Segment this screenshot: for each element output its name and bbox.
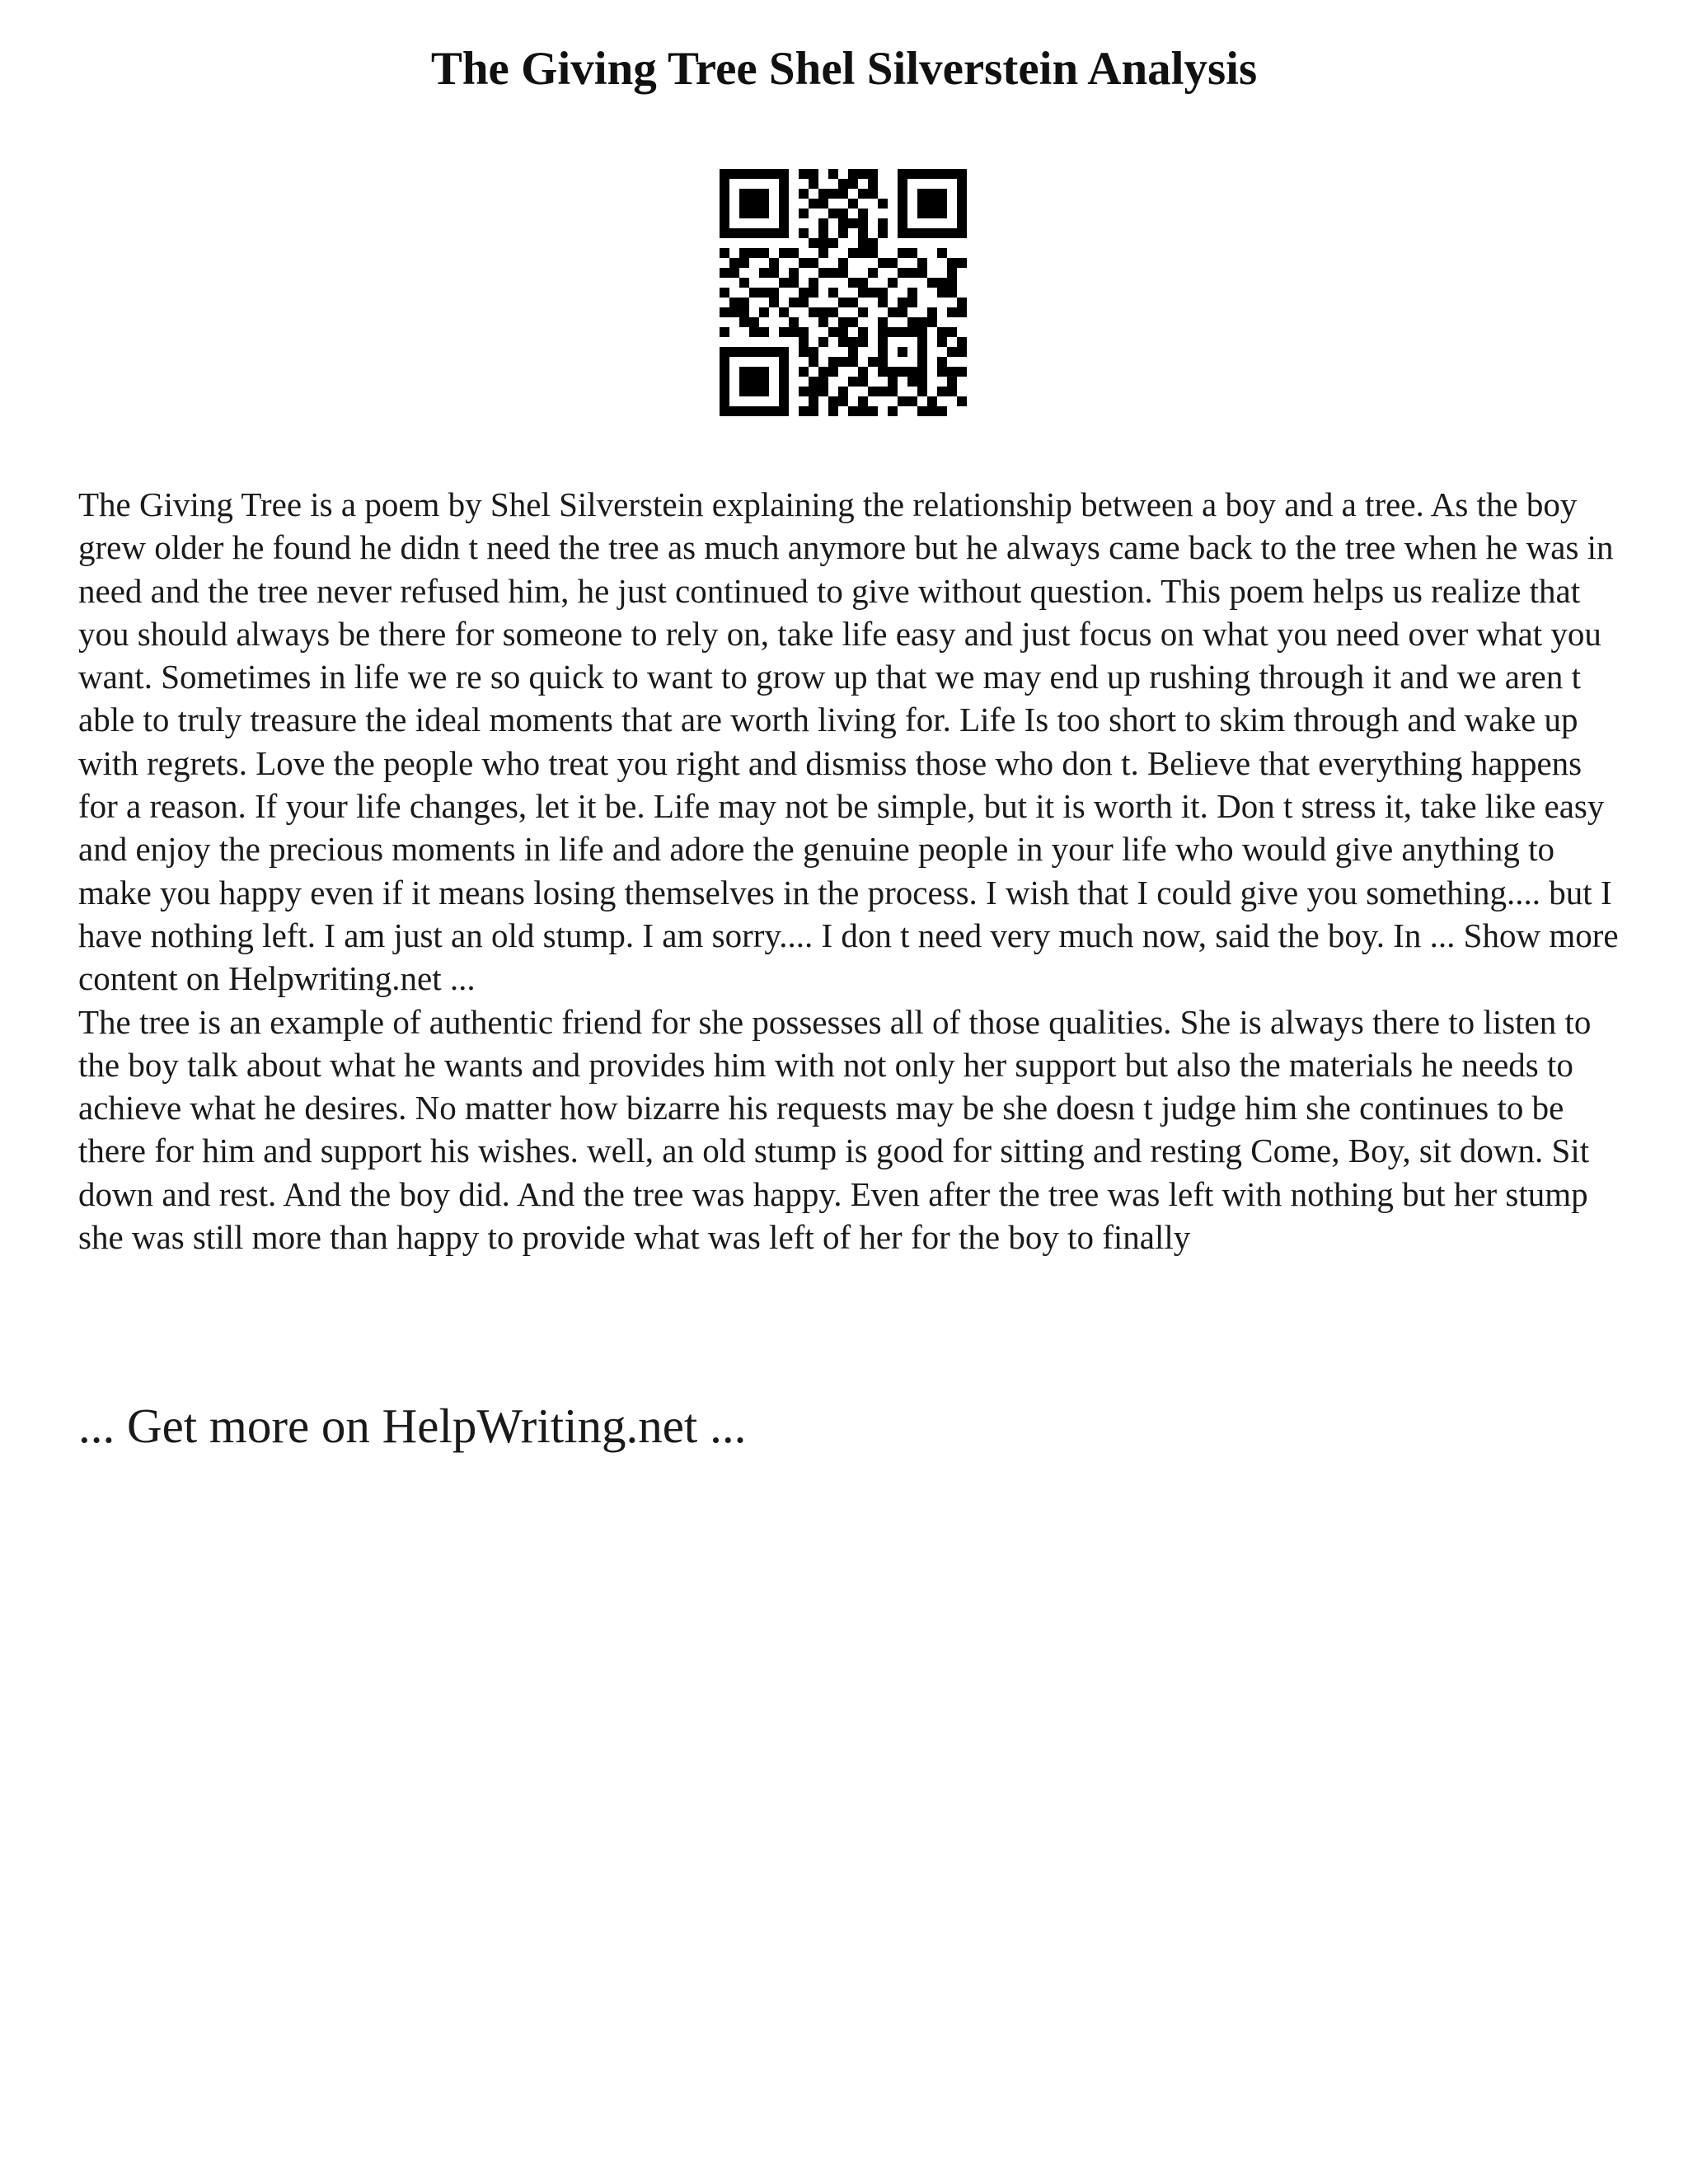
paragraph: The Giving Tree is a poem by Shel Silverstein explaining the relationship between a boy and a tree. As the boy grew older he found he didn t need the tree as much anymore but he always came back to the tree when he was in need and the tree never refused him, he just continued to give without question. This poem helps us realize that you should always be there for someone to rely on, take life easy and just focus on what you need over what you want. Sometimes in life we re so quick to want to grow up that we may end up rushing through it and we aren t able to truly treasure the ideal moments that are worth living for. Life Is too short to skim through and wake up with regrets. Love the people who treat you right and dismiss those who don t. Believe that everything happens for a reason. If your life changes, let it be. Life may not be simple, but it is worth it. Don t stress it, take like easy and enjoy the precious moments in life and adore the genuine people in your life who would give anything to make you happy even if it means losing themselves in the process. I wish that I could give you something.... but I have nothing left. I am just an old stump. I am sorry.... I don t need very much now, said the boy. In ... Show more content on Helpwriting.net ... [78,485,1619,998]
qr-code-icon[interactable] [720,169,967,416]
page-title: The Giving Tree Shel Silverstein Analysis [430,43,1258,95]
paragraph: The tree is an example of authentic friend for she possesses all of those qualities. She is always there to listen to the boy talk about what he wants and provides him with not only her support but also the materials he needs to achieve what he desires. No matter how bizarre his requests may be she doesn t judge him she continues to be there for him and support his wishes. well, an old stump is good for sitting and resting Come, Boy, sit down. Sit down and rest. And the boy did. And the tree was happy. Even after the tree was left with nothing but her stump she was still more than happy to provide what was left of her for the boy to finally [78,1002,1592,1257]
article-body [78,483,1628,1258]
get-more-link[interactable]: ... Get more on HelpWriting.net ... [78,1399,747,1453]
